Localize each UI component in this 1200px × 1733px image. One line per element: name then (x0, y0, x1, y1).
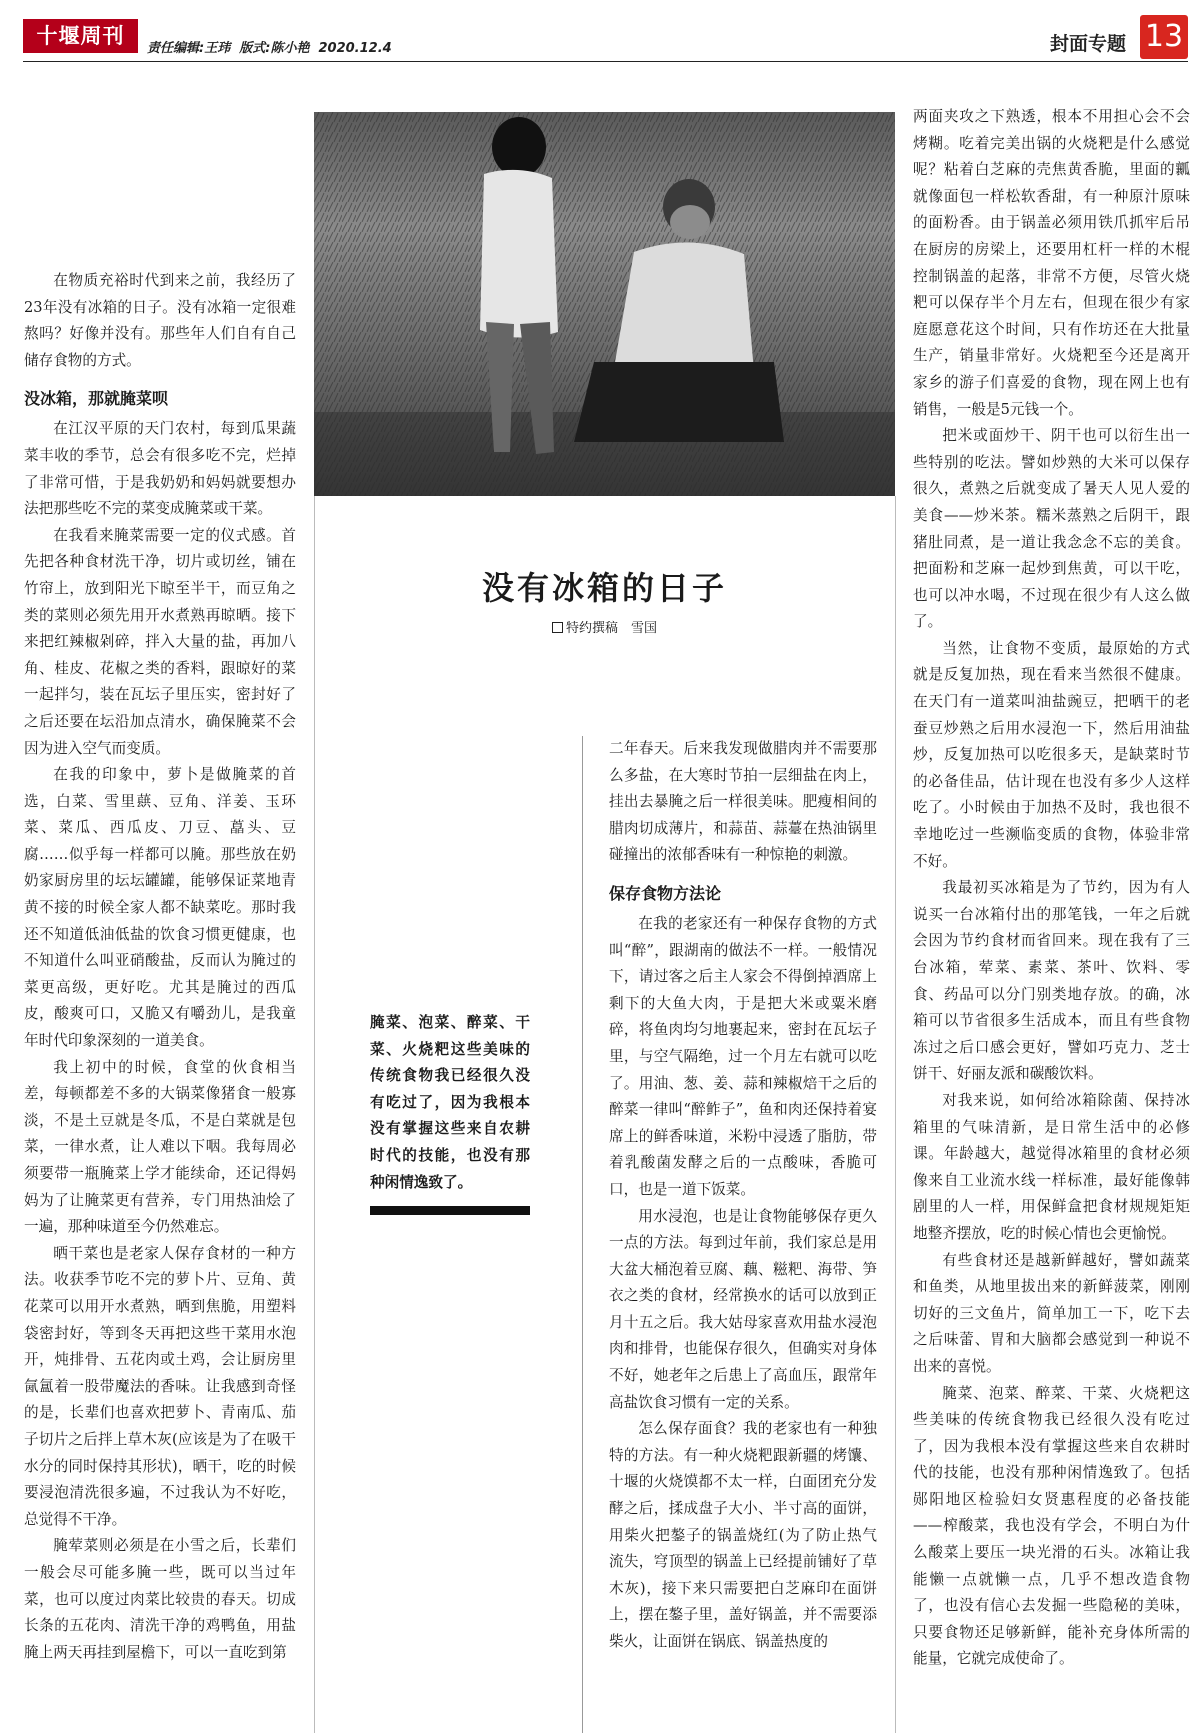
paragraph: 腌菜、泡菜、醉菜、干菜、火烧粑这些美味的传统食物我已经很久没有吃过了，因为我根本没有掌握这些来自农耕时代的技能，也没有那种闲情逸致了。包括郧阳地区检验妇女贤惠程度的必备技能——榨酸菜，我也没有学会，不明白为什么酸菜上要压一块光滑的石头。冰箱让我能懒一点就懒一点，几乎不想改造食物了，也没有信心去发掘一些隐秘的美味，只要食物还足够新鲜，能补充身体所需的能量，它就完成使命了。 (913, 1384, 1190, 1668)
photo-illustration (314, 112, 895, 496)
subheading: 没冰箱，那就腌菜呗 (24, 389, 169, 409)
pull-quote-bar (370, 1206, 530, 1215)
byline-box-icon (552, 622, 563, 633)
paragraph: 在我的老家还有一种保存食物的方式叫“醉”，跟湖南的做法不一样。一般情况下，请过客之后主人家会不得倒掉酒席上剩下的大鱼大肉，于是把大米或粟米磨碎，将鱼肉均匀地裹起来，密封在瓦坛子里，与空气隔绝，过一个月左右就可以吃了。用油、葱、姜、蒜和辣椒焙干之后的醉菜一律叫“醉鲊子”，鱼和肉还保持着宴席上的鲜香味道，米粉中浸透了脂肪，带着乳酸菌发酵之后的一点酸味，香脆可口，也是一道下饭菜。 (609, 914, 877, 1198)
article-title: 没有冰箱的日子 (481, 569, 727, 607)
paragraph: 腌荤菜则必须是在小雪之后，长辈们一般会尽可能多腌一些，既可以当过年菜，也可以度过肉菜比较贵的春天。切成长条的五花肉、清洗干净的鸡鸭鱼，用盐腌上两天再挂到屋檐下，可以一直吃到第 (24, 1537, 296, 1661)
box-rule-left (314, 496, 315, 1733)
paragraph: 在我看来腌菜需要一定的仪式感。首先把各种食材洗干净，切片或切丝，铺在竹帘上，放到阳光下晾至半干，而豆角之类的菜则必须先用开水煮熟再晾晒。接下来把红辣椒剁碎，拌入大量的盐，再加八角、桂皮、花椒之类的香料，跟晾好的菜一起拌匀，装在瓦坛子里压实，密封好了之后还要在坛沿加点清水，确保腌菜不会因为进入空气而变质。 (24, 526, 296, 757)
paragraph: 在我的印象中，萝卜是做腌菜的首选，白菜、雪里蕻、豆角、洋姜、玉环菜、菜瓜、西瓜皮、刀豆、藠头、豆腐……似乎每一样都可以腌。那些放在奶奶家厨房里的坛坛罐罐，能够保证菜地青黄不接的时候全家人都不缺菜吃。那时我还不知道低油低盐的饮食习惯更健康，也不知道什么叫亚硝酸盐，反而认为腌过的菜更高级，更好吃。尤其是腌过的西瓜皮，酸爽可口，又脆又有嚼劲儿，是我童年时代印象深刻的一道美食。 (24, 766, 296, 1050)
paragraph: 两面夹攻之下熟透，根本不用担心会不会烤糊。吃着完美出锅的火烧粑是什么感觉呢？粘着白芝麻的壳焦黄香脆，里面的瓤就像面包一样松软香甜，有一种原汁原味的面粉香。由于锅盖必须用铁爪抓牢后吊在厨房的房梁上，还要用杠杆一样的木棍控制锅盖的起落，非常不方便，尽管火烧粑可以保存半个月左右，但现在很少有家庭愿意花这个时间，只有作坊还在大批量生产，销量非常好。火烧粑至今还是离开家乡的游子们喜爱的食物，现在网上也有销售，一般是5元钱一个。 (913, 108, 1190, 418)
paragraph: 用水浸泡，也是让食物能够保存更久一点的方法。每到过年前，我们家总是用大盆大桶泡着豆腐、藕、糍粑、海带、笋衣之类的食材，经常换水的话可以放到正月十五之后。我大姑母家喜欢用盐水浸泡肉和排骨，也能保存很久，但确实对身体不好，她老年之后患上了高血压，跟常年高盐饮食习惯有一定的关系。 (609, 1207, 877, 1411)
pull-quote: 腌菜、泡菜、醉菜、干菜、火烧粑这些美味的传统食物我已经很久没有吃过了，因为我根本没有掌握这些来自农耕时代的技能，也没有那种闲情逸致了。 (370, 1014, 530, 1191)
article-byline (314, 617, 895, 636)
byline-text: 特约撰稿 雪国 (565, 621, 657, 636)
paragraph: 二年春天。后来我发现做腊肉并不需要那么多盐，在大寒时节拍一层细盐在肉上，挂出去暴腌之后一样很美味。肥瘦相间的腊肉切成薄片，和蒜苗、蒜薹在热油锅里碰撞出的浓郁香味有一种惊艳的刺激。 (609, 740, 877, 864)
paragraph: 在江汉平原的天门农村，每到瓜果蔬菜丰收的季节，总会有很多吃不完，烂掉了非常可惜，于是我奶奶和妈妈就要想办法把那些吃不完的菜变成腌菜或干菜。 (24, 420, 296, 518)
column-middle (609, 736, 877, 1656)
paragraph: 把米或面炒干、阴干也可以衍生出一些特别的吃法。譬如炒熟的大米可以保存很久，煮熟之后就变成了暑天人见人爱的美食——炒米茶。糯米蒸熟之后阴干，跟猪肚同煮，是一道让我念念不忘的美食。把面粉和芝麻一起炒到焦黄，可以干吃，也可以冲水喝，不过现在很少有人这么做了。 (913, 427, 1190, 631)
paragraph: 我最初买冰箱是为了节约，因为有人说买一台冰箱付出的那笔钱，一年之后就会因为节约食材而省回来。现在我有了三台冰箱，荤菜、素菜、茶叶、饮料、零食、药品可以分门别类地存放。的确，冰箱可以节省很多生活成本，而且有些食物冻过之后口感会更好，譬如巧克力、芝士饼干、好丽友派和碳酸饮料。 (913, 879, 1190, 1083)
paragraph: 我上初中的时候，食堂的伙食相当差，每顿都差不多的大锅菜像猪食一般寡淡，不是土豆就是冬瓜，不是白菜就是包菜，一律水煮，让人难以下咽。我每周必须要带一瓶腌菜上学才能续命，还记得妈妈为了让腌菜更有营养，专门用热油烩了一遍，那种味道至今仍然难忘。 (24, 1058, 296, 1236)
masthead-logo: 十堰周刊 (23, 19, 138, 53)
paragraph: 当然，让食物不变质，最原始的方式就是反复加热，现在看来当然很不健康。在天门有一道菜叫油盐豌豆，把晒干的老蚕豆炒熟之后用水浸泡一下，然后用油盐炒，反复加热可以吃很多天，是缺菜时节的必备佳品，估计现在也没有多少人这样吃了。小时候由于加热不及时，我也很不幸地吃过一些濒临变质的食物，体验非常不好。 (913, 639, 1190, 870)
subheading: 保存食物方法论 (609, 883, 722, 903)
paragraph: 晒干菜也是老家人保存食材的一种方法。收获季节吃不完的萝卜片、豆角、黄花菜可以用开水煮熟，晒到焦脆，用塑料袋密封好，等到冬天再把这些干菜用水泡开，炖排骨、五花肉或土鸡，会让厨房里氤氲着一股带魔法的香味。让我感到奇怪的是，长辈们也喜欢把萝卜、青南瓜、茄子切片之后拌上草木灰(应该是为了在吸干水分的同时保持其形状)，晒干，吃的时候要浸泡清洗很多遍，不过我认为不好吃，总觉得不干净。 (24, 1244, 296, 1528)
paragraph: 对我来说，如何给冰箱除菌、保持冰箱里的气味清新，是日常生活中的必修课。年龄越大，越觉得冰箱里的食材必须像来自工业流水线一样标准，最好能像韩剧里的人一样，用保鲜盒把食材规规矩矩地整齐摆放，吃的时候心情也会更愉悦。 (913, 1091, 1190, 1242)
paragraph: 在物质充裕时代到来之前，我经历了23年没有冰箱的日子。没有冰箱一定很难熬吗？好像并没有。那些年人们自有自己储存食物的方式。 (24, 272, 296, 369)
editor-credits: 责任编辑:王玮 版式:陈小艳 2020.12.4 (147, 41, 392, 56)
section-title: 封面专题 (1049, 33, 1126, 55)
column-divider (582, 736, 583, 1733)
paragraph: 怎么保存面食？我的老家也有一种独特的方法。有一种火烧粑跟新疆的烤馕、十堰的火烧馍都不太一样，白面团充分发酵之后，揉成盘子大小、半寸高的面饼，用柴火把鏊子的锅盖烧红(为了防止热气流失，穹顶型的锅盖上已经提前铺好了草木灰)，接下来只需要把白芝麻印在面饼上，摆在鏊子里，盖好锅盖，并不需要添柴火，让面饼在锅底、锅盖热度的 (609, 1420, 877, 1650)
article-photo (314, 112, 895, 496)
page-header (23, 15, 1188, 65)
page-number: 13 (1140, 15, 1188, 59)
header-rule (23, 61, 1188, 62)
column-left (24, 268, 296, 1666)
column-right (913, 104, 1190, 1673)
box-rule-right (895, 496, 896, 1733)
paragraph: 有些食材还是越新鲜越好，譬如蔬菜和鱼类，从地里拔出来的新鲜菠菜，刚刚切好的三文鱼片，简单加工一下，吃下去之后味蕾、胃和大脑都会感觉到一种说不出来的喜悦。 (913, 1251, 1190, 1375)
